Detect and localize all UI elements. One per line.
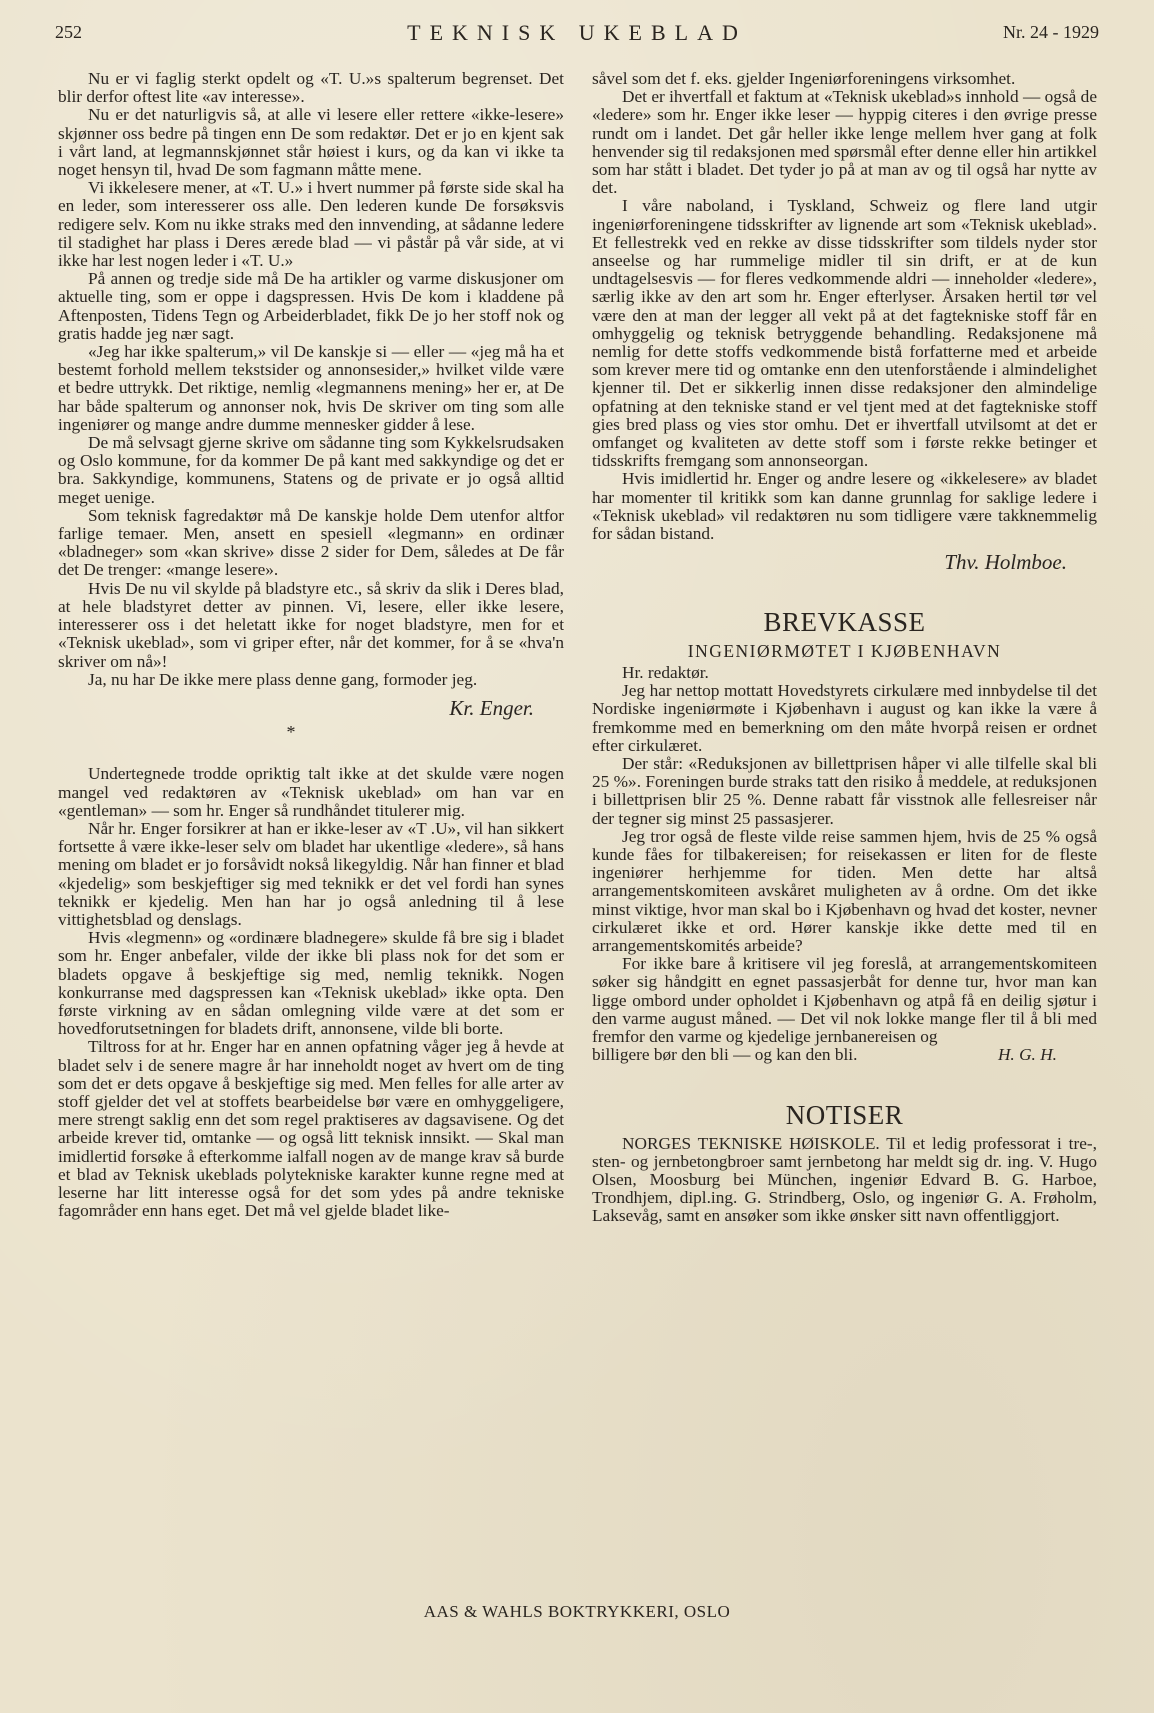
signature-holmboe: Thv. Holmboe. bbox=[944, 550, 1067, 575]
paragraph: Jeg tror også de fleste vilde reise sammen hjem, hvis de 25 % også kunde fåes for tilbakereisen; for reisekassen er liten for de fleste ingeniører herhjemme for tiden. Men dette har altså arrangementskomiteen avskåret muligheten av å ordne. Om det ikke minst viktige, hvor man skal bo i Kjøbenhavn og hvad det koster, nevner cirkulæret ikke et ord. Hører kanskje ikke dette med til en arrangementskomités arbeide? bbox=[592, 826, 1097, 955]
paragraph: Undertegnede trodde opriktig talt ikke at det skulde være nogen mangel ved redaktøren av «Teknisk ukeblad» om han var en «gentleman» — som hr. Enger så rundhåndet titulerer mig. bbox=[58, 764, 564, 820]
paragraph: Som teknisk fagredaktør må De kanskje holde Dem utenfor altfor farlige temaer. Men, ansett en spesiell «legmann» en ordinær «bladneger» som «kan skrive» disse 2 sider for Dem, således at De får det De trenger: «mange lesere». bbox=[58, 505, 564, 580]
paragraph: På annen og tredje side må De ha artikler og varme diskusjoner om aktuelle ting, som er oppe i dagspressen. Hvis De kom i kladdene på Aftenposten, Tidens Tegn og Arbeiderbladet, fikk De jo her stoff nok og gratis hadde jeg nær sagt. bbox=[58, 269, 564, 343]
paragraph: Tiltross for at hr. Enger har en annen opfatning våger jeg å hevde at bladet selv i de senere magre år har inneholdt noget av hvert om de ting som det er dets opgave å beskjeftige sig med. Men felles for alle arter av stoff gjelder det vel at stoffets bearbeidelse bør være en omhyggeligere, mere strengt saklig enn det som regel praktiseres av dagsavisene. Og det arbeide krever tid, omtanke — og også litt teknisk innsikt. — Skal man imidlertid forsøke å efterkomme ialfall nogen av de mange krav så burde et blad av Teknisk ukeblads polytekniske karakter kunne regne med at leserne har litt interesse også for det som ydes på andre tekniske fagområder enn hans eget. Det må vel gjelde bladet like- bbox=[58, 1037, 564, 1221]
right-column bbox=[592, 70, 1097, 1226]
paragraph: Vi ikkelesere mener, at «T. U.» i hvert nummer på første side skal ha en leder, som interesserer oss alle. Den lederen kunde De forsøksvis redigere selv. Kom nu ikke straks med den innvending, at sådanne ledere til stadighet har plass i Deres ærede blad — vi påstår på vår side, at vi ikke har lest nogen leder i «T. U.» bbox=[58, 178, 564, 271]
brevkasse-subheading: INGENIØRMØTET I KJØBENHAVN bbox=[687, 640, 1002, 661]
letter-signoff bbox=[592, 1046, 1097, 1064]
issue-number: Nr. 24 - 1929 bbox=[1003, 22, 1099, 42]
paragraph: Nu er vi faglig sterkt opdelt og «T. U.»s spalterum begrenset. Det blir derfor oftest lite «av interesse». bbox=[58, 69, 564, 107]
salutation: Hr. redaktør. bbox=[622, 662, 709, 682]
signature-hgh: H. G. H. bbox=[997, 1045, 1057, 1065]
paragraph: Hvis «legmenn» og «ordinære bladnegere» skulde få bre sig i bladet som hr. Enger anbefaler, vilde der ikke bli plass nok for det som er bladets opgave å beskjeftige sig med, nemlig teknikk. Nogen konkurranse med dagspressen kan «Teknisk ukeblad» ikke opta. Den første virkning av en sådan omlegning vilde være at det som er hovedforutsetningen for bladets drift, annonsene, vilde bli borte. bbox=[58, 928, 564, 1039]
paragraph: Hvis imidlertid hr. Enger og andre lesere og «ikkelesere» av bladet har momenter til kritikk som kan danne grunnlag for saklige ledere i «Teknisk ukeblad» vil redaktøren nu som tidligere være takknemmelig for sådan bistand. bbox=[592, 469, 1097, 544]
paragraph: Jeg har nettop mottatt Hovedstyrets cirkulære med innbydelse til det Nordiske ingeniørmøte i Kjøbenhavn i august og kan ikke la være å fremkomme med en bemerkning om den måte hvorpå reisen er ordnet efter cirkulæret. bbox=[592, 681, 1097, 755]
brevkasse-heading: BREVKASSE bbox=[763, 607, 926, 638]
printer-footer: AAS & WAHLS BOKTRYKKERI, OSLO bbox=[423, 1602, 731, 1621]
paragraph: Nu er det naturligvis så, at alle vi lesere eller rettere «ikke-lesere» skjønner oss bedre på tingen enn De som redaktør. Det er jo en kjent sak i vårt land, at legmannskjønnet står høiest i kurs, og da kan vi ikke ta noget hensyn til, hvad De som fagmann måtte mene. bbox=[58, 105, 564, 180]
notiser-heading: NOTISER bbox=[785, 1100, 904, 1131]
paragraph: Ja, nu har De ikke mere plass denne gang, formoder jeg. bbox=[88, 669, 478, 689]
signature-enger: Kr. Enger. bbox=[449, 695, 534, 720]
paragraph: De må selvsagt gjerne skrive om sådanne ting som Kykkelsrudsaken og Oslo kommune, for da kommer De på kant med sakkyndige og det er bra. Sakkyndige, kommunens, Statens og de private er jo også alltid meget uenige. bbox=[58, 433, 564, 507]
publication-title: TEKNISK UKEBLAD bbox=[407, 20, 747, 45]
paragraph-last-line: billigere bør den bli — og kan den bli. bbox=[592, 1045, 858, 1065]
paragraph: Når hr. Enger forsikrer at han er ikke-leser av «T .U», vil han sikkert fortsette å være ikke-leser selv om bladet har ukentlige «ledere», så hans mening om bladet er jo forsåvidt nokså likegyldig. Når han finner et blad «kjedelig» som beskjeftiger sig med teknikk er det vel fordi han synes teknikk er kjedelig. Men han har jo også anledning til å lese vittighetsblad og denslags. bbox=[58, 818, 564, 929]
paragraph: Det er ihvertfall et faktum at «Teknisk ukeblad»s innhold — også de «ledere» som hr. Enger ikke leser — hyppig citeres i den øvrige presse rundt om i landet. Det går heller ikke lenge mellem hver gang at folk henvender sig til redaksjonen med spørsmål efter denne eller hin artikkel som har stått i bladet. Det tyder jo på at man av og til også har nytte av det. bbox=[592, 87, 1097, 198]
paragraph: For ikke bare å kritisere vil jeg foreslå, at arrangementskomiteen søker sig håndgitt en egnet passasjerbåt for denne tur, hvor man kan ligge ombord under opholdet i Kjøbenhavn og atpå få en deilig sjøtur i den varme august måned. — Det vil nok lokke mange fler til å bli med fremfor den varme og kjedelige jernbanereisen og bbox=[592, 954, 1097, 1046]
paragraph: «Jeg har ikke spalterum,» vil De kanskje si — eller — «jeg må ha et bestemt forhold mellem tekstsider og annonsesider,» hvilket vilde være et bedre uttrykk. Det riktige, nemlig «legmannens mening» her er, at De har både spalterum og annonser nok, hvis De skriver om ting som alle ingeniører og mange andre dumme mennesker gidder å lese. bbox=[58, 342, 564, 434]
paragraph: NORGES TEKNISKE HØISKOLE. Til et ledig professorat i tre-, sten- og jernbetongbroer samt jernbetong har meldt sig dr. ing. V. Hugo Olsen, Moosburg bei München, ingeniør Edvard B. G. Harboe, Trondhjem, dipl.ing. G. Strindberg, Oslo, og ingeniør G. A. Frøholm, Laksevåg, samt en ansøker som ikke ønsker sitt navn offentliggjort. bbox=[592, 1133, 1097, 1226]
section-separator: * bbox=[286, 722, 296, 743]
paragraph: Der står: «Reduksjonen av billettprisen håper vi alle tilfelle skal bli 25 %». Foreningen burde straks tatt den risiko å meddele, at reduksjonen i billettprisen blir 25 %. Denne rabatt får visstnok alle fellesreiser når der tegner sig minst 25 passasjerer. bbox=[592, 753, 1097, 828]
page-number: 252 bbox=[55, 22, 82, 42]
left-column bbox=[58, 70, 564, 1220]
paragraph: såvel som det f. eks. gjelder Ingeniørforeningens virksomhet. bbox=[592, 69, 1016, 88]
paragraph: Hvis De nu vil skylde på bladstyre etc., så skriv da slik i Deres blad, at hele bladstyret detter av pinnen. Vi, lesere, eller ikke lesere, interesserer oss i det heletatt ikke for noget bladstyre, men for et «Teknisk ukeblad», som vi griper efter, når det kommer, for å se «hva'n skriver om nå»! bbox=[58, 578, 564, 671]
paragraph: I våre naboland, i Tyskland, Schweiz og flere land utgir ingeniørforeningene tidsskrifter av lignende art som «Teknisk ukeblad». Et fellestrekk ved en rekke av disse tidsskrifter som tildels nyder stor anseelse og har rummelige midler til sin drift, er at de kun undtagelsesvis — for fleres vedkommende aldri — inneholder «ledere», særlig ikke av den art som hr. Enger efterlyser. Årsaken hertil tør vel være den at man der legger all vekt på at det fagtekniske stoff får en omhyggelig og teknisk betryggende behandling. Redaksjonene må nemlig for dette stoffs vedkommende bistå forfatterne med et arbeide som krever mere tid og omtanke enn den utenforstående i almindelighet kjenner til. Det er sikkerlig innen disse redaksjoner den almindelige opfatning at den tekniske stand er vel tjent med at det fagtekniske stoff gies bred plass og vies stor omhu. Det er ihvertfall utvilsomt at det er omfanget og kvaliteten av dette stoff som i første rekke betinger et tidsskrifts fremgang som annonseorgan. bbox=[592, 196, 1097, 471]
page-header bbox=[55, 20, 1099, 50]
